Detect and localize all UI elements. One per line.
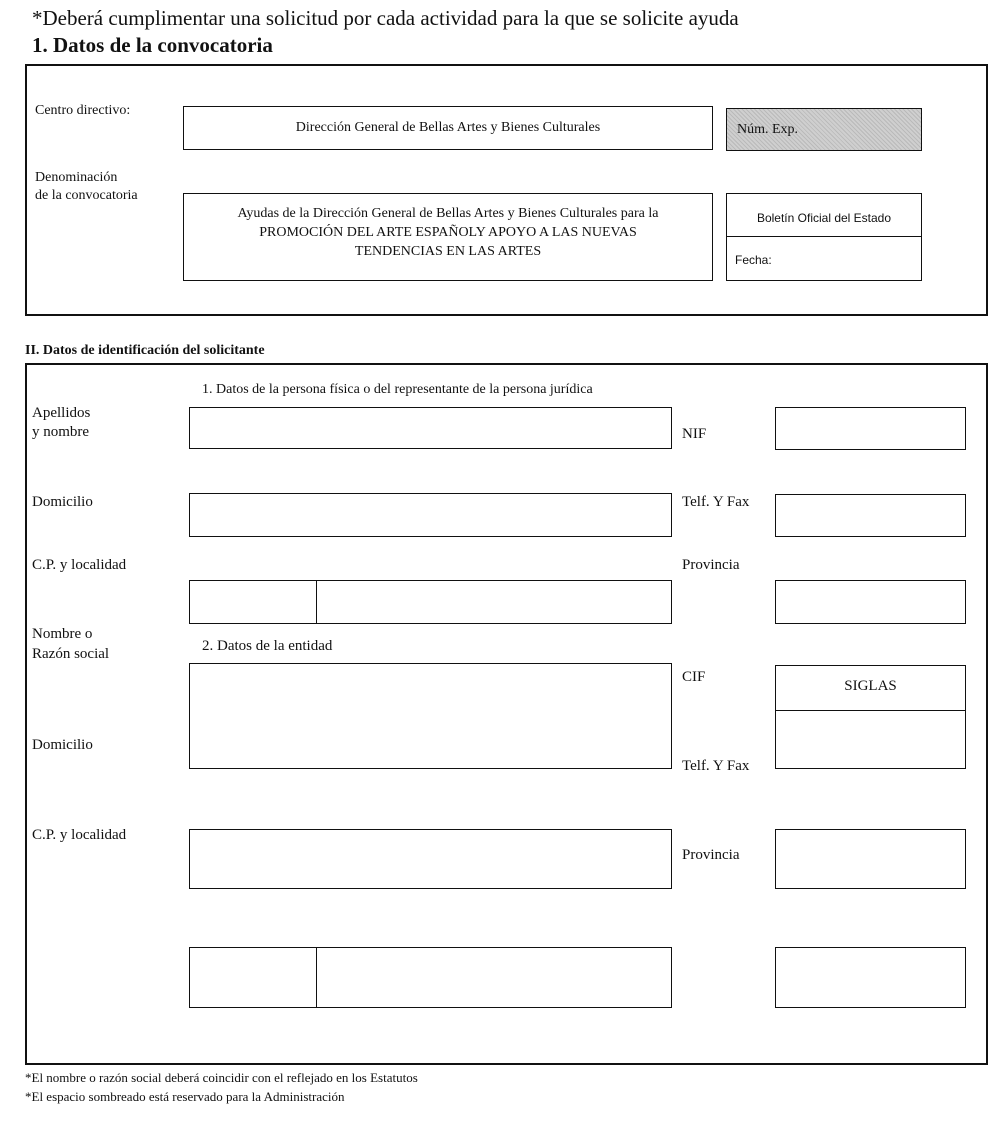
cp-field[interactable]: [189, 580, 317, 624]
entidad-cp-localidad-field[interactable]: [189, 829, 672, 889]
nombre-label-1: Nombre o: [32, 626, 93, 642]
nombre-label-2: Razón social: [32, 646, 110, 662]
telf-fax-label: Telf. Y Fax: [682, 494, 750, 510]
cp-localidad-2-label: C.P. y localidad: [32, 827, 127, 843]
denominacion-line-3: TENDENCIAS EN LAS ARTES: [354, 244, 542, 259]
provincia-2-field[interactable]: [775, 829, 966, 889]
denominacion-field: [183, 193, 713, 281]
entidad-cp-field[interactable]: [189, 947, 317, 1008]
provincia-label: Provincia: [682, 557, 740, 573]
denominacion-line-2: PROMOCIÓN DEL ARTE ESPAÑOLY APOYO A LAS NUEVAS: [259, 225, 637, 240]
denominacion-label-2: de la convocatoria: [35, 188, 138, 203]
apellidos-label-2: y nombre: [32, 424, 90, 440]
denominacion-label-1: Denominación: [35, 170, 118, 185]
provincia-2-label: Provincia: [682, 847, 740, 863]
entidad-nombre-domicilio-field[interactable]: [189, 663, 672, 769]
apellidos-nombre-field[interactable]: [189, 407, 672, 449]
sub2-title: 2. Datos de la entidad: [202, 638, 333, 654]
telf-fax-2-label: Telf. Y Fax: [682, 758, 750, 774]
footer-note-1: *El nombre o razón social deberá coincidir con el reflejado en los Estatutos: [25, 1070, 418, 1085]
header-note: *Deberá cumplimentar una solicitud por cada actividad para la que se solicite ayuda: [32, 6, 739, 30]
cp-localidad-label: C.P. y localidad: [32, 557, 127, 573]
boe-box: [726, 193, 922, 281]
apellidos-label-1: Apellidos: [32, 405, 91, 421]
siglas-box: [775, 665, 966, 769]
centro-directivo-field: Dirección General de Bellas Artes y Bienes Culturales: [183, 106, 713, 150]
nif-field[interactable]: [775, 407, 966, 450]
entidad-localidad-field[interactable]: [316, 947, 672, 1008]
provincia-field[interactable]: [775, 580, 966, 624]
centro-directivo-label: Centro directivo:: [35, 103, 131, 118]
fecha-label: Fecha:: [735, 253, 772, 267]
boe-divider: [727, 236, 921, 237]
siglas-divider: [776, 710, 965, 711]
denominacion-line-1: Ayudas de la Dirección General de Bellas Artes y Bienes Culturales para la: [237, 206, 659, 221]
section1-title: 1. Datos de la convocatoria: [32, 33, 273, 57]
localidad-field[interactable]: [316, 580, 672, 624]
domicilio-field[interactable]: [189, 493, 672, 537]
boe-label: Boletín Oficial del Estado: [756, 211, 892, 225]
domicilio-label: Domicilio: [32, 494, 93, 510]
siglas-label: SIGLAS: [844, 678, 897, 694]
nif-label: NIF: [682, 426, 707, 442]
num-exp-field: Núm. Exp.: [726, 108, 922, 151]
cif-label: CIF: [682, 669, 706, 685]
sub1-title: 1. Datos de la persona física o del representante de la persona jurídica: [202, 382, 593, 397]
footer-note-2: *El espacio sombreado está reservado para la Administración: [25, 1089, 345, 1104]
entidad-provincia-field[interactable]: [775, 947, 966, 1008]
domicilio-2-label: Domicilio: [32, 737, 93, 753]
section2-title: II. Datos de identificación del solicitante: [25, 343, 265, 358]
telf-fax-field[interactable]: [775, 494, 966, 537]
